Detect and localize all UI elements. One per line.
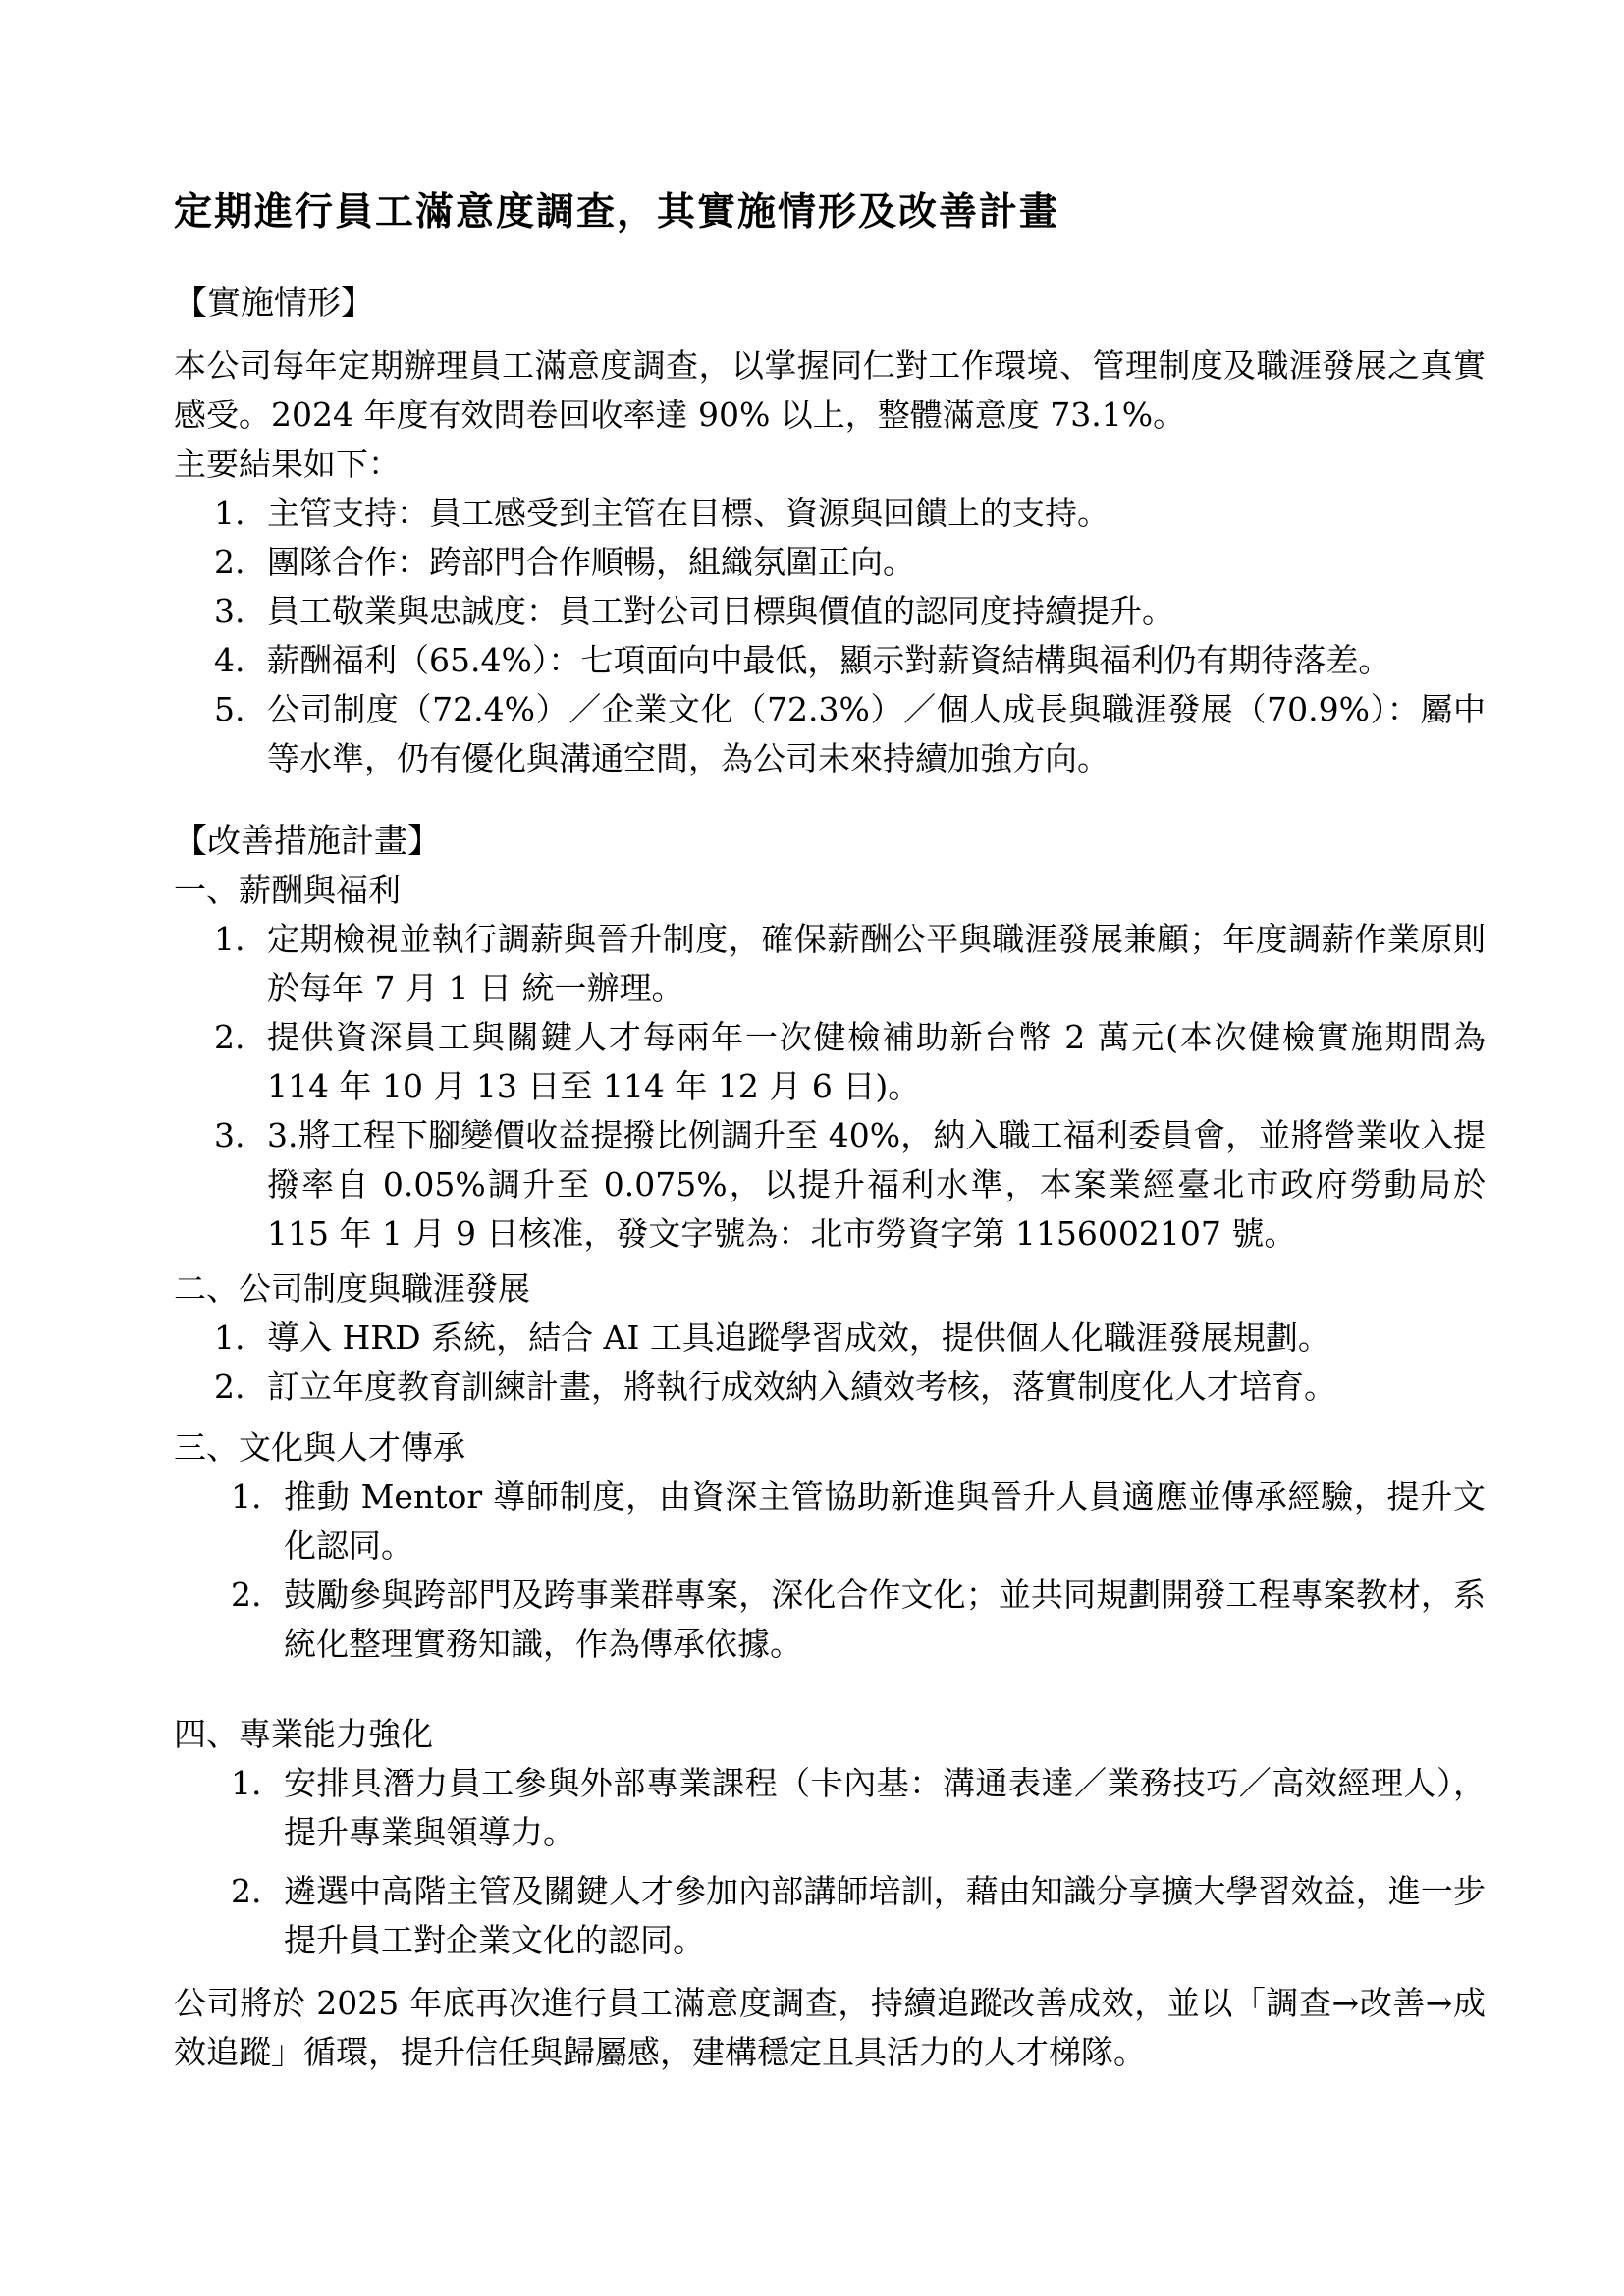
subsection-heading-professional: 四、專業能力強化 — [174, 1715, 433, 1753]
list-item: 1. 安排具潛力員工參與外部專業課程（卡內基：溝通表達／業務技巧／高效經理人），提升專業與領導力。 — [272, 1759, 1486, 1857]
subsection-heading-culture: 三、文化與人才傳承 — [174, 1428, 465, 1467]
implementation-intro-paragraph: 本公司每年定期辦理員工滿意度調查，以掌握同仁對工作環境、管理制度及職涯發展之真實感受。2024 年度有效問卷回收率達 90% 以上，整體滿意度 73.1%。 — [174, 347, 1486, 434]
subsection-heading-compensation: 一、薪酬與福利 — [174, 871, 401, 909]
section-header-improvement: 【改善措施計畫】 — [174, 822, 441, 861]
list-item: 2. 提供資深員工與關鍵人才每兩年一次健檢補助新台幣 2 萬元(本次健檢實施期間為 114 年 10 月 13 日至 114 年 12 月 6 日)。 — [255, 1013, 1486, 1111]
professional-list — [174, 1759, 1486, 1965]
page-title: 定期進行員工滿意度調查，其實施情形及改善計畫 — [174, 189, 1060, 235]
list-item: 3. 3.將工程下腳變價收益提撥比例調升至 40%，納入職工福利委員會，並將營業收入提撥率自 0.05%調升至 0.075%，以提升福利水準，本案業經臺北市政府勞動局於 115 年 1 月 9 日核准，發文字號為：北市勞資字第 1156002107 號。 — [255, 1111, 1486, 1258]
list-item: 2. 遴選中高階主管及關鍵人才參加內部講師培訓，藉由知識分享擴大學習效益，進一步提升員工對企業文化的認同。 — [272, 1867, 1486, 1965]
list-item: 2. 鼓勵參與跨部門及跨事業群專案，深化合作文化；並共同規劃開發工程專案教材，系統化整理實務知識，作為傳承依據。 — [272, 1571, 1486, 1669]
results-label: 主要結果如下： — [174, 445, 401, 483]
list-item: 4. 薪酬福利（65.4%）：七項面向中最低，顯示對薪資結構與福利仍有期待落差。 — [255, 636, 1486, 685]
list-item: 1. 定期檢視並執行調薪與晉升制度，確保薪酬公平與職涯發展兼顧；年度調薪作業原則於每年 7 月 1 日 統一辦理。 — [255, 915, 1486, 1013]
section-header-implementation: 【實施情形】 — [174, 284, 374, 323]
list-item: 5. 公司制度（72.4%）／企業文化（72.3%）／個人成長與職涯發展（70.9%）：屬中等水準，仍有優化與溝通空間，為公司未來持續加強方向。 — [255, 685, 1486, 783]
list-item: 1. 導入 HRD 系統，結合 AI 工具追蹤學習成效，提供個人化職涯發展規劃。 — [255, 1313, 1486, 1362]
closing-paragraph: 公司將於 2025 年底再次進行員工滿意度調查，持續追蹤改善成效，並以「調查→改善→成效追蹤」循環，提升信任與歸屬感，建構穩定且具活力的人才梯隊。 — [174, 1984, 1486, 2071]
list-item: 2. 團隊合作：跨部門合作順暢，組織氛圍正向。 — [255, 538, 1486, 587]
list-item: 1. 推動 Mentor 導師制度，由資深主管協助新進與晉升人員適應並傳承經驗，提升文化認同。 — [272, 1472, 1486, 1571]
list-item: 3. 員工敬業與忠誠度：員工對公司目標與價值的認同度持續提升。 — [255, 587, 1486, 636]
list-item: 2. 訂立年度教育訓練計畫，將執行成效納入績效考核，落實制度化人才培育。 — [255, 1362, 1486, 1412]
compensation-list — [174, 915, 1486, 1258]
system-career-list — [174, 1313, 1486, 1412]
subsection-heading-system-career: 二、公司制度與職涯發展 — [174, 1269, 530, 1308]
results-list — [174, 489, 1486, 783]
list-item: 1. 主管支持：員工感受到主管在目標、資源與回饋上的支持。 — [255, 489, 1486, 538]
culture-list — [174, 1472, 1486, 1669]
